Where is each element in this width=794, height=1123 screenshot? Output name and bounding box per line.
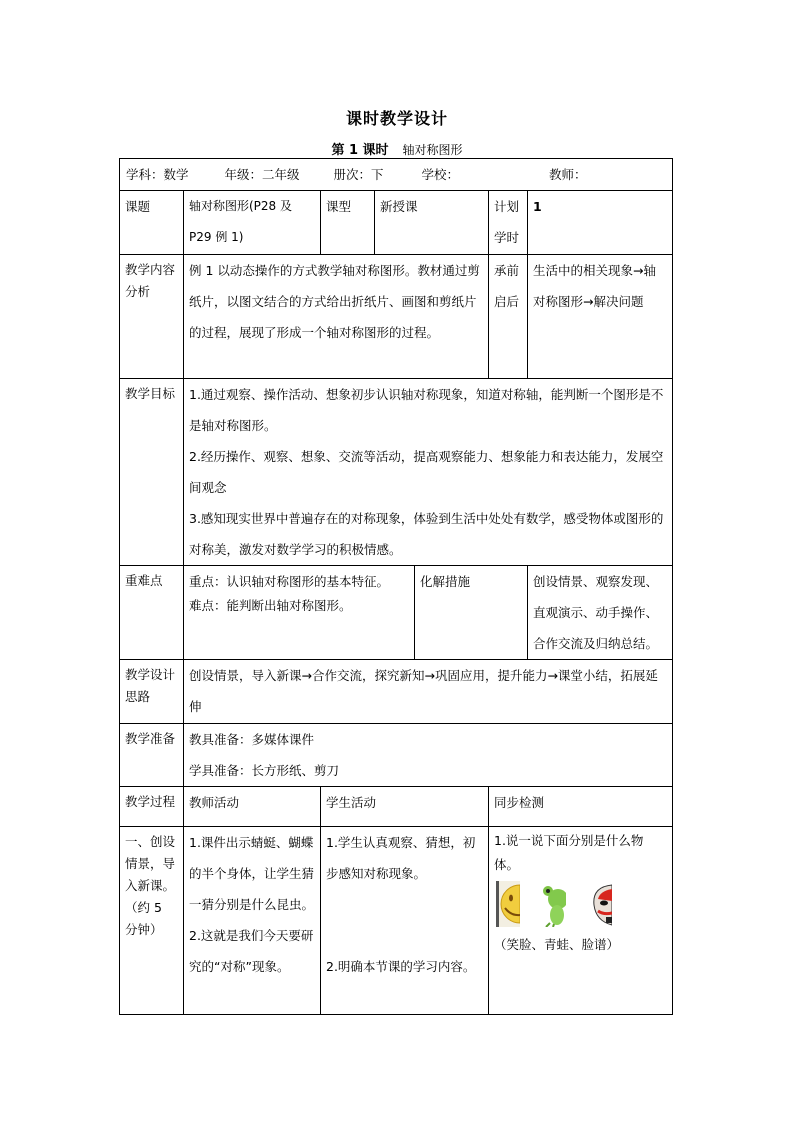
goals-row [120,379,673,566]
measure-text: 创设情景、观察发现、直观演示、动手操作、合作交流及归纳总结。 [528,566,673,660]
school-text: 学校： [421,167,460,182]
design-text: 创设情景，导入新课→合作交流，探究新知→巩固应用，提升能力→课堂小结，拓展延伸 [184,660,673,724]
analysis-row [120,255,673,379]
analysis-label: 教学内容分析 [120,255,184,379]
design-label: 教学设计思路 [120,660,184,724]
smiley-half-icon [496,881,520,927]
stage1-teacher [184,827,321,1015]
volume-text: 册次：下 [333,167,384,182]
check-answer: （笑脸、青蛙、脸谱） [494,937,620,952]
lesson-label: 第 1 课时 [331,143,389,158]
type-label: 课型 [321,191,375,255]
col-teacher-activity: 教师活动 [184,787,321,827]
difficult-point: 难点：能判断出轴对称图形。 [189,598,352,613]
type-value: 新授课 [375,191,489,255]
process-header-row [120,787,673,827]
keypoints-content [184,566,415,660]
grade-text: 年级：二年级 [224,167,300,182]
stage1-check [489,827,673,1015]
teacher-prep: 教具准备：多媒体课件 [189,732,315,747]
lesson-subtitle [0,139,794,158]
student-step: 2.明确本节课的学习内容。 [326,959,476,974]
col-sync-check: 同步检测 [489,787,673,827]
goal-item: 1.通过观察、操作活动、想象初步认识轴对称现象，知道对称轴，能判断一个图形是不是轴对称图形。 [189,387,664,433]
keypoints-label: 重难点 [120,566,184,660]
check-question: 1.说一说下面分别是什么物体。 [494,833,644,872]
teacher-text: 教师： [549,167,587,182]
prep-label: 教学准备 [120,724,184,787]
page-title: 课时教学设计 [345,109,448,128]
course-row [120,191,673,255]
course-value: 轴对称图形(P28 及 P29 例 1) [184,191,321,255]
check-images [496,881,667,933]
goal-item: 3.感知现实世界中普遍存在的对称现象，体验到生活中处处有数学，感受物体或图形的对称美，激发对数学学习的积极情感。 [189,511,664,557]
analysis-text: 例 1 以动态操作的方式教学轴对称图形。教材通过剪纸片，以图文结合的方式给出折纸片、画图和剪纸片的过程，展现了形成一个轴对称图形的过程。 [184,255,489,379]
keypoints-row [120,566,673,660]
goals-label: 教学目标 [120,379,184,566]
student-step: 1.学生认真观察、猜想，初步感知对称现象。 [326,835,476,881]
design-row [120,660,673,724]
lesson-table [119,158,673,1015]
lesson-topic: 轴对称图形 [402,143,463,157]
goals-list [184,379,673,566]
subject-text: 学科：数学 [126,167,189,182]
frog-half-icon [542,881,566,927]
process-label: 教学过程 [120,787,184,827]
plan-label: 计划学时 [489,191,528,255]
measure-label: 化解措施 [415,566,528,660]
goal-item: 2.经历操作、观察、想象、交流等活动，提高观察能力、想象能力和表达能力，发展空间观念 [189,449,664,495]
opera-mask-half-icon [588,881,612,927]
course-label: 课题 [120,191,184,255]
info-row [120,159,673,191]
key-point: 重点：认识轴对称图形的基本特征。 [189,574,390,589]
plan-value-cell [528,191,673,255]
teacher-step: 1.课件出示蜻蜓、蝴蝶的半个身体，让学生猜一猜分别是什么昆虫。 [189,835,315,912]
plan-value: 1 [533,199,542,214]
teacher-step: 2.这就是我们今天要研究的“对称”现象。 [189,928,314,974]
stage1-student [321,827,489,1015]
student-prep: 学具准备：长方形纸、剪刀 [189,763,340,778]
link-label: 承前启后 [489,255,528,379]
stage1-label: 一、创设情景，导入新课。（约 5 分钟） [120,827,184,1015]
analysis-chain: 生活中的相关现象→轴对称图形→解决问题 [528,255,673,379]
stage1-row [120,827,673,1015]
prep-content [184,724,673,787]
prep-row [120,724,673,787]
col-student-activity: 学生活动 [321,787,489,827]
